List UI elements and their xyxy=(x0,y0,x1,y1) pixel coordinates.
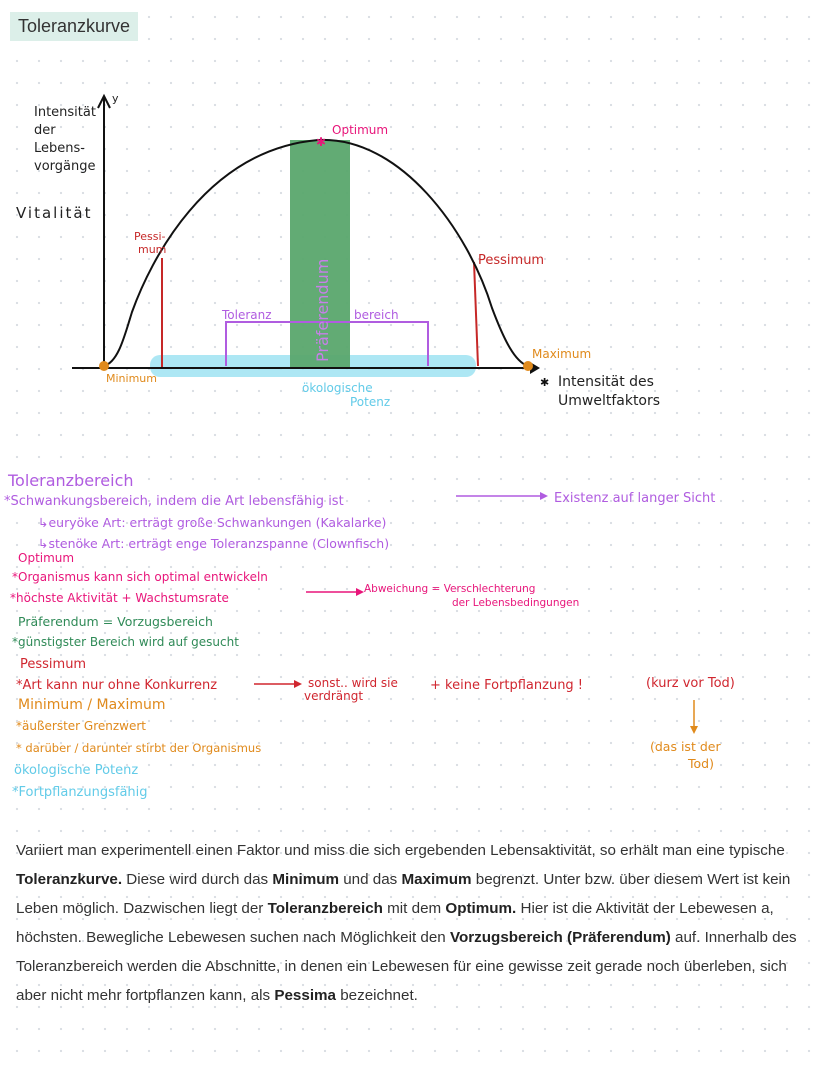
stenoek-note: ↳stenöke Art: erträgt enge Toleranzspanne (Clownfisch) xyxy=(38,536,390,551)
pessimum-left-label: Pessi- mum xyxy=(134,230,167,256)
abweichung-note-2: der Lebensbedingungen xyxy=(452,597,580,609)
optimum-heading: Optimum xyxy=(18,551,75,565)
oekologische-potenz-heading: ökologische Potenz xyxy=(14,763,139,778)
paragraph-text-6: Hier ist die Aktivität der Lebewesen a, höchsten. Bewegliche Lebewesen suchen nach Möglichkeit den xyxy=(16,900,774,946)
term-pessima: Pessima xyxy=(274,987,336,1004)
toleranz-label: Toleranz xyxy=(222,308,272,322)
optimum-marker: ✱ xyxy=(316,135,327,149)
x-axis-label: Intensität des Umweltfaktors xyxy=(558,374,661,409)
minmax-heading: Minimum / Maximum xyxy=(18,697,166,713)
paragraph-text-7: auf. Innerhalb des Toleranzbereich werden die Abschnitte, in denen ein Lebewesen für eine gewisse zeit gerade noch überleben, sich aber nicht mehr fortpflanzen kann, als xyxy=(16,929,797,1004)
optimum-note-2: *höchste Aktivität + Wachstumsrate xyxy=(10,591,229,605)
vitalitaet-label: Vitalität xyxy=(16,204,93,222)
paragraph-text-4: begrenzt. Unter bzw. über diesem Wert ist kein Leben möglich. Dazwischen liegt der xyxy=(16,871,791,917)
das-ist-der-tod-note-2: Tod) xyxy=(688,756,714,771)
minimum-point xyxy=(99,361,109,371)
explanation-paragraph xyxy=(16,836,806,1010)
paragraph-text-3: und das xyxy=(339,871,402,888)
sonst-arrowhead xyxy=(294,680,302,688)
page-title: Toleranzkurve xyxy=(10,12,138,41)
toleranzbereich-heading: Toleranzbereich xyxy=(8,471,134,490)
pessimum-right-line xyxy=(474,262,478,366)
term-optimum: Optimum. xyxy=(445,900,517,917)
keine-fortpflanzung-note: + keine Fortpflanzung ! xyxy=(430,678,584,693)
pessimum-right-label: Pessimum xyxy=(478,253,545,268)
pessimum-heading: Pessimum xyxy=(20,657,87,672)
praeferendum-note-1: *günstigster Bereich wird auf gesucht xyxy=(12,635,239,649)
minimum-label: Minimum xyxy=(106,372,157,385)
sonst-note-2: verdrängt xyxy=(304,689,364,703)
term-vorzugsbereich: Vorzugsbereich (Präferendum) xyxy=(449,929,671,946)
existenz-arrowhead xyxy=(540,492,548,500)
euryoek-note: ↳euryöke Art: erträgt große Schwankungen (Kakalarke) xyxy=(38,515,387,530)
minmax-note-1: *äußerster Grenzwert xyxy=(16,719,147,733)
toleranzbereich-note-1: *Schwankungsbereich, indem die Art lebensfähig ist xyxy=(4,494,344,509)
bereich-label: bereich xyxy=(354,308,399,322)
abweichung-arrowhead xyxy=(356,588,364,596)
term-toleranzkurve: Toleranzkurve. xyxy=(16,871,123,888)
abweichung-note-1: Abweichung = Verschlechterung xyxy=(364,583,536,595)
optimum-note-1: *Organismus kann sich optimal entwickeln xyxy=(12,570,268,584)
existenz-note: Existenz auf langer Sicht xyxy=(554,491,716,506)
paragraph-text-2: Diese wird durch das xyxy=(122,871,273,888)
y-symbol: y xyxy=(112,92,119,105)
optimum-label: Optimum xyxy=(332,123,389,137)
das-ist-der-tod-note-1: (das ist der xyxy=(650,739,721,754)
tod-arrowhead xyxy=(690,726,698,734)
term-maximum: Maximum xyxy=(401,871,472,888)
maximum-point xyxy=(523,361,533,371)
praeferendum-heading: Präferendum = Vorzugsbereich xyxy=(18,614,213,629)
kurz-vor-tod-note: (kurz vor Tod) xyxy=(646,676,735,691)
maximum-label: Maximum xyxy=(532,347,592,361)
paragraph-text-8: bezeichnet. xyxy=(335,987,418,1004)
term-minimum: Minimum xyxy=(272,871,339,888)
paragraph-text-1: Variiert man experimentell einen Faktor und miss die sich ergebenden Lebensaktivität, so erhält man eine typische xyxy=(16,842,785,859)
term-toleranzbereich: Toleranzbereich xyxy=(267,900,383,917)
intensitaet-marker: ✱ xyxy=(540,376,550,389)
praeferendum-label: Präferendum xyxy=(313,258,332,362)
minmax-note-2: * darüber / darunter stirbt der Organismus xyxy=(16,741,262,755)
paragraph-text-5: mit dem xyxy=(382,900,446,917)
y-axis-label: Intensität der Lebens- vorgänge xyxy=(34,105,96,174)
pessimum-note-1: *Art kann nur ohne Konkurrenz xyxy=(16,678,218,693)
oekologische-potenz-note-1: *Fortpflanzungsfähig xyxy=(12,785,148,800)
oekologische-potenz-label: ökologische Potenz xyxy=(302,381,391,409)
sonst-note-1: sonst.. wird sie xyxy=(308,676,398,690)
